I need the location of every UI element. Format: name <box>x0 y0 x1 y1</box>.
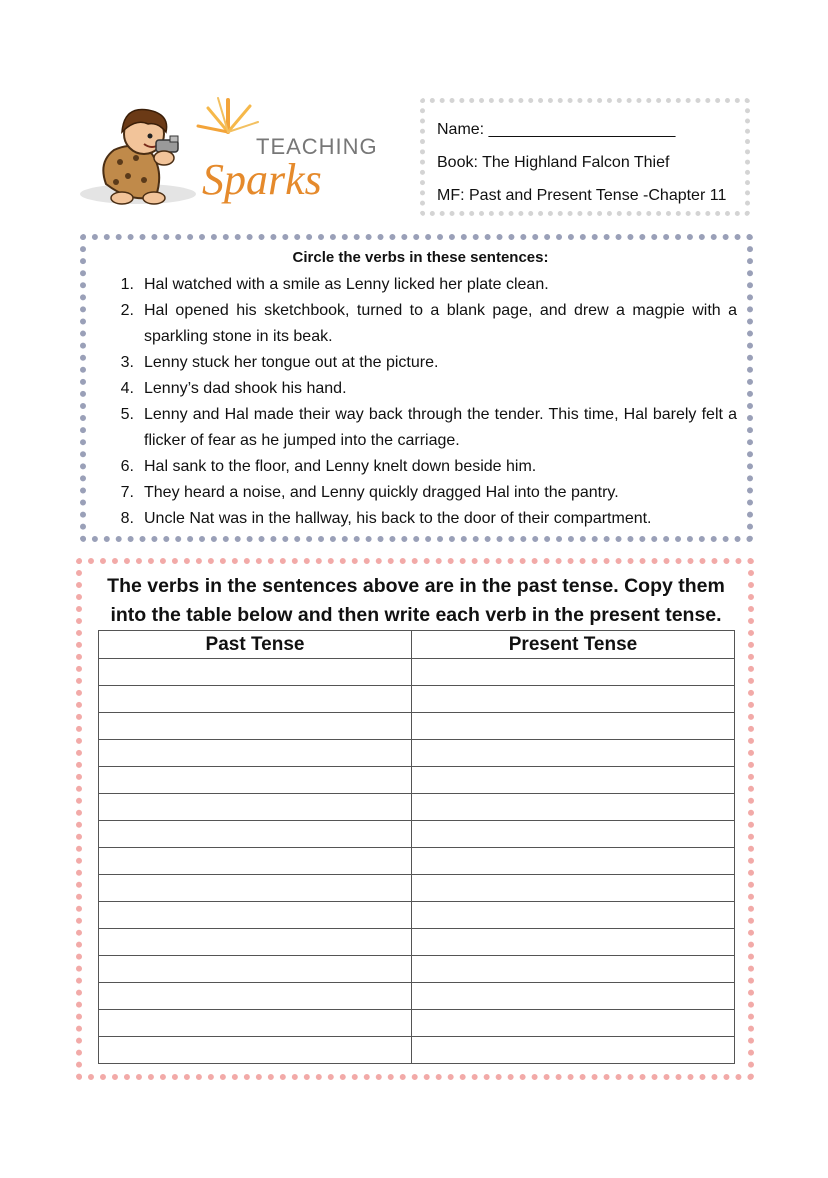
past-tense-cell[interactable] <box>99 767 412 794</box>
sentence-item <box>104 480 737 506</box>
past-tense-cell[interactable] <box>99 686 412 713</box>
table-row <box>99 794 735 821</box>
sentence-text: Uncle Nat was in the hallway, his back to the door of their compartment. <box>144 510 652 527</box>
tense-table <box>98 630 735 1064</box>
book-title: Book: The Highland Falcon Thief <box>437 154 670 171</box>
sentence-item <box>104 350 737 376</box>
present-tense-cell[interactable] <box>412 929 735 956</box>
svg-text:TEACHING: TEACHING <box>256 134 378 159</box>
tense-table-body <box>99 659 735 1064</box>
table-row <box>99 767 735 794</box>
table-row <box>99 740 735 767</box>
instruction-line-1: The verbs in the sentences above are in the past tense. Copy them <box>107 575 725 597</box>
sentence-number: 5. <box>120 406 134 423</box>
present-tense-cell[interactable] <box>412 983 735 1010</box>
table-header-row <box>99 631 735 659</box>
sentence-number: 1. <box>120 276 134 293</box>
present-tense-cell[interactable] <box>412 794 735 821</box>
present-tense-cell[interactable] <box>412 902 735 929</box>
sentence-text: Hal watched with a smile as Lenny licked her plate clean. <box>144 276 549 293</box>
circle-verbs-section <box>80 234 753 542</box>
past-tense-cell[interactable] <box>99 848 412 875</box>
name-field[interactable]: Name: _____________________ <box>437 121 676 138</box>
present-tense-header: Present Tense <box>412 631 735 659</box>
sentence-item <box>104 376 737 402</box>
sentence-item <box>104 506 737 532</box>
past-tense-cell[interactable] <box>99 1010 412 1037</box>
table-row <box>99 686 735 713</box>
sentence-text: Lenny and Hal made their way back through the tender. This time, Hal barely felt a flicker of fear as he jumped into the carriage. <box>144 406 737 449</box>
present-tense-cell[interactable] <box>412 875 735 902</box>
tense-table-section <box>76 558 754 1080</box>
sentence-item <box>104 272 737 298</box>
table-row <box>99 821 735 848</box>
sentence-number: 6. <box>120 458 134 475</box>
past-tense-cell[interactable] <box>99 983 412 1010</box>
instruction-line-2: into the table below and then write each verb in the present tense. <box>110 604 722 626</box>
present-tense-cell[interactable] <box>412 686 735 713</box>
sentence-item <box>104 454 737 480</box>
past-tense-cell[interactable] <box>99 794 412 821</box>
present-tense-cell[interactable] <box>412 740 735 767</box>
present-tense-cell[interactable] <box>412 1037 735 1064</box>
svg-text:Sparks: Sparks <box>202 155 322 204</box>
table-row <box>99 956 735 983</box>
sentence-text: Lenny stuck her tongue out at the picture. <box>144 354 439 371</box>
table-row <box>99 983 735 1010</box>
sun-rays-icon <box>198 98 258 132</box>
sentence-number: 8. <box>120 510 134 527</box>
present-tense-cell[interactable] <box>412 713 735 740</box>
sentence-item <box>104 298 737 350</box>
table-row <box>99 902 735 929</box>
present-tense-cell[interactable] <box>412 767 735 794</box>
logo-graphic <box>78 92 398 222</box>
table-row <box>99 659 735 686</box>
sentence-text: They heard a noise, and Lenny quickly dragged Hal into the pantry. <box>144 484 619 501</box>
teaching-sparks-logo <box>78 92 398 222</box>
sentence-text: Hal opened his sketchbook, turned to a blank page, and drew a magpie with a sparkling stone in its beak. <box>144 302 737 345</box>
mf-topic: MF: Past and Present Tense -Chapter 11 <box>437 187 727 204</box>
sentence-list <box>104 272 737 532</box>
sentence-text: Lenny’s dad shook his hand. <box>144 380 347 397</box>
table-row <box>99 929 735 956</box>
present-tense-cell[interactable] <box>412 821 735 848</box>
student-info-box <box>420 98 750 216</box>
sentence-number: 7. <box>120 484 134 501</box>
past-tense-cell[interactable] <box>99 956 412 983</box>
past-tense-cell[interactable] <box>99 821 412 848</box>
present-tense-cell[interactable] <box>412 956 735 983</box>
past-tense-header: Past Tense <box>99 631 412 659</box>
past-tense-cell[interactable] <box>99 740 412 767</box>
past-tense-cell[interactable] <box>99 1037 412 1064</box>
verbs-section-title: Circle the verbs in these sentences: <box>292 249 549 266</box>
present-tense-cell[interactable] <box>412 848 735 875</box>
past-tense-cell[interactable] <box>99 929 412 956</box>
table-row <box>99 713 735 740</box>
past-tense-cell[interactable] <box>99 713 412 740</box>
past-tense-cell[interactable] <box>99 875 412 902</box>
table-row <box>99 875 735 902</box>
present-tense-cell[interactable] <box>412 1010 735 1037</box>
past-tense-cell[interactable] <box>99 902 412 929</box>
sentence-number: 4. <box>120 380 134 397</box>
table-row <box>99 848 735 875</box>
table-row <box>99 1037 735 1064</box>
past-tense-cell[interactable] <box>99 659 412 686</box>
sentence-number: 2. <box>120 302 134 319</box>
present-tense-cell[interactable] <box>412 659 735 686</box>
sentence-text: Hal sank to the floor, and Lenny knelt down beside him. <box>144 458 537 475</box>
table-row <box>99 1010 735 1037</box>
sentence-item <box>104 402 737 454</box>
sentence-number: 3. <box>120 354 134 371</box>
